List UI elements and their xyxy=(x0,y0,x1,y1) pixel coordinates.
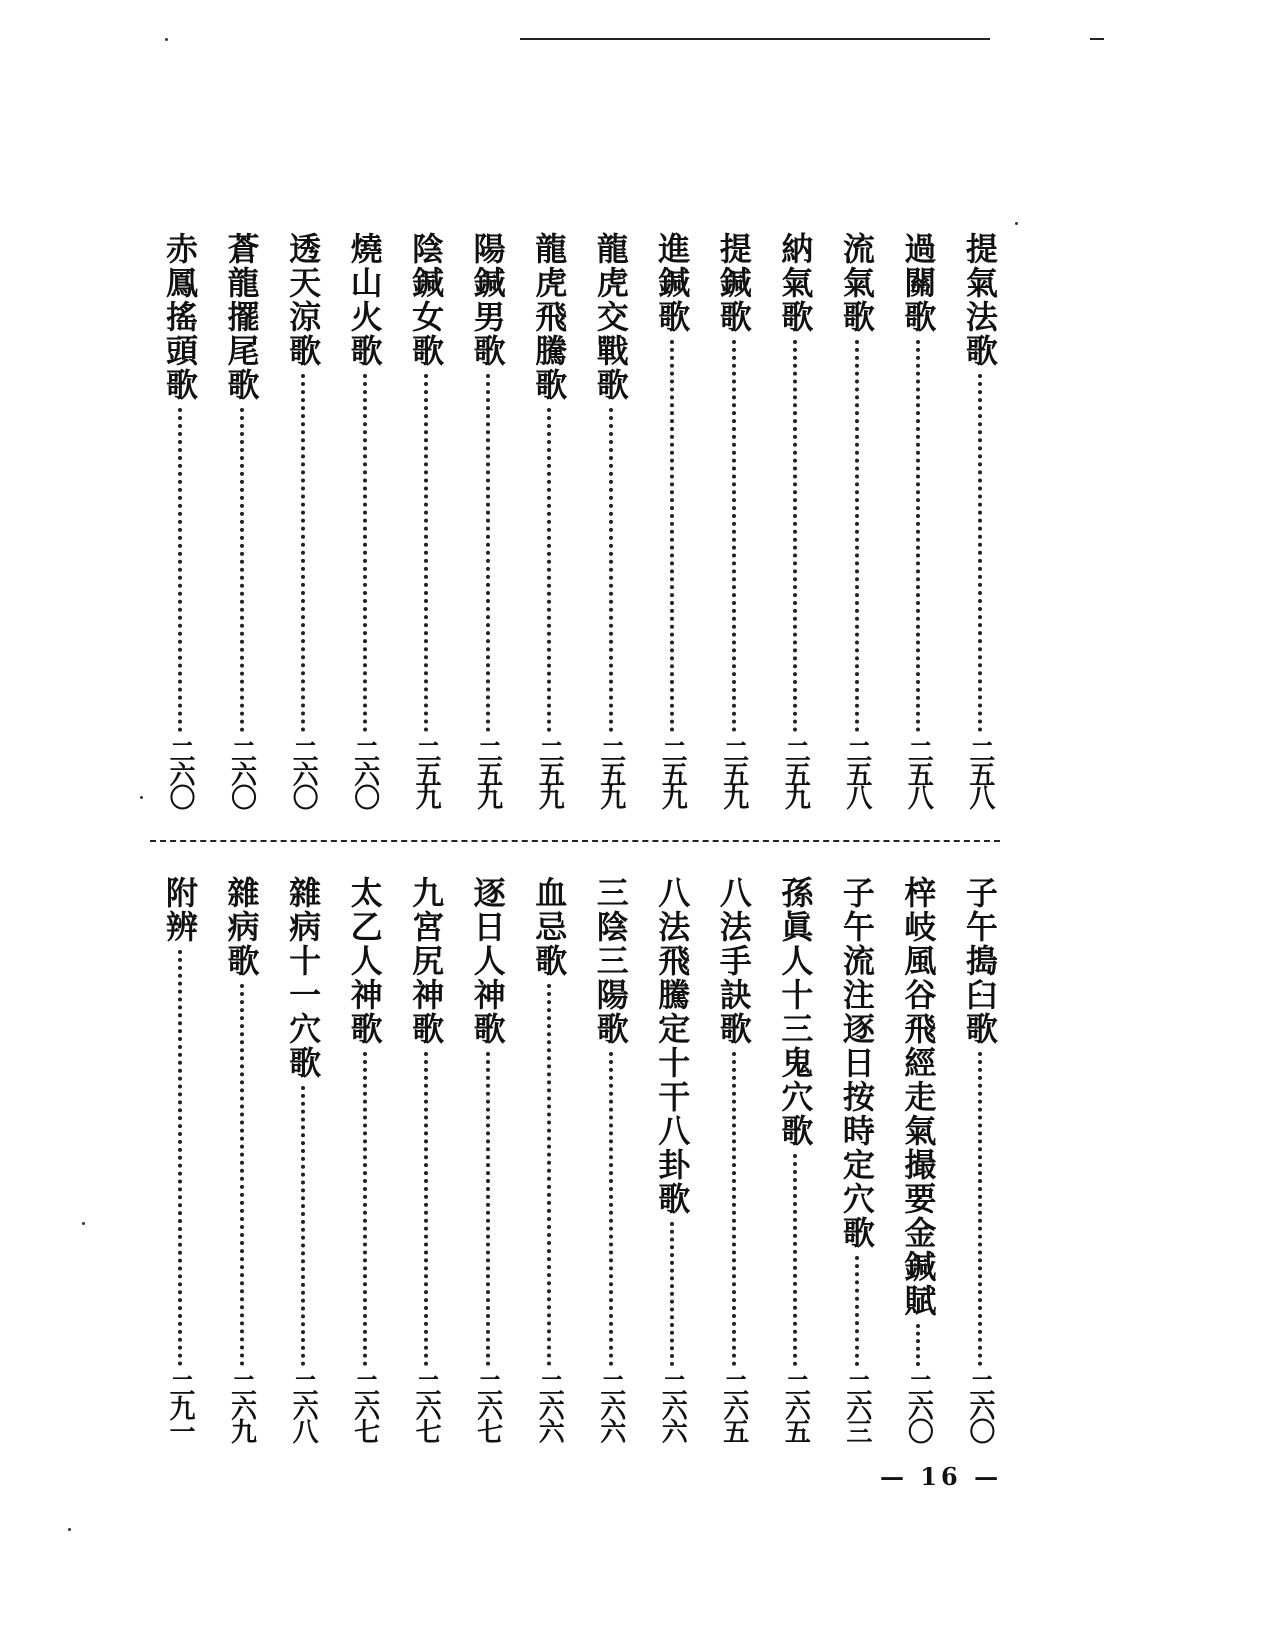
leader-dots xyxy=(301,374,305,732)
scan-speck xyxy=(82,1222,85,1225)
toc-lower-section xyxy=(160,876,1000,1441)
toc-entry-title: 九宮尻神歌 xyxy=(407,876,446,1046)
toc-entry xyxy=(652,232,692,807)
toc-entry-page: 二六〇 xyxy=(288,738,319,807)
top-scan-rule xyxy=(520,38,990,40)
leader-dots xyxy=(793,1154,797,1366)
toc-entry-title: 雜病歌 xyxy=(222,876,261,978)
toc-entry-title: 過關歌 xyxy=(899,232,938,334)
leader-dots xyxy=(670,340,674,732)
leader-dots xyxy=(547,984,551,1366)
toc-entry-title: 血忌歌 xyxy=(530,876,569,978)
toc-entry xyxy=(652,876,692,1441)
toc-entry-page: 二六六 xyxy=(657,1372,688,1441)
toc-entry xyxy=(591,232,631,807)
toc-entry-page: 二五九 xyxy=(718,738,749,807)
toc-entry-page: 二五九 xyxy=(657,738,688,807)
toc-entry xyxy=(160,232,200,807)
toc-entry-page: 二五九 xyxy=(411,738,442,807)
toc-entry xyxy=(591,876,631,1441)
toc-entry-title: 八法手訣歌 xyxy=(714,876,753,1046)
toc-entry-page: 二六三 xyxy=(841,1372,872,1441)
top-scan-dash xyxy=(1090,38,1104,40)
toc-entry-title: 透天涼歌 xyxy=(284,232,323,368)
toc-entry-title: 子午流注逐日按時定穴歌 xyxy=(837,876,876,1250)
toc-entry-page: 二六九 xyxy=(226,1372,257,1441)
leader-dots xyxy=(486,1052,490,1366)
toc-entry xyxy=(529,876,569,1441)
leader-dots xyxy=(855,340,859,732)
leader-dots xyxy=(855,1256,859,1366)
leader-dots xyxy=(609,408,613,732)
toc-entry-page: 二六七 xyxy=(472,1372,503,1441)
section-divider xyxy=(150,840,1000,842)
toc-entry-page: 二五九 xyxy=(472,738,503,807)
toc-entry xyxy=(283,232,323,807)
toc-entry-page: 二五八 xyxy=(903,738,934,807)
toc-entry xyxy=(837,232,877,807)
toc-entry-page: 二九一 xyxy=(165,1372,195,1441)
toc-entry xyxy=(406,232,446,807)
toc-entry-title: 子午搗臼歌 xyxy=(960,876,999,1046)
toc-entry-page: 二六〇 xyxy=(903,1372,934,1441)
toc-entry xyxy=(529,232,569,807)
leader-dots xyxy=(978,1052,982,1366)
toc-entry-page: 二六五 xyxy=(780,1372,811,1441)
toc-entry-title: 提鍼歌 xyxy=(714,232,753,334)
toc-entry xyxy=(898,232,938,807)
leader-dots xyxy=(240,408,244,732)
leader-dots xyxy=(240,984,244,1366)
toc-entry xyxy=(468,232,508,807)
toc-entry xyxy=(775,232,815,807)
leader-dots xyxy=(424,1052,428,1366)
toc-entry-title: 龍虎飛騰歌 xyxy=(530,232,569,402)
toc-entry-title: 進鍼歌 xyxy=(653,232,692,334)
leader-dots xyxy=(793,340,797,732)
toc-entry xyxy=(714,232,754,807)
toc-entry-page: 二六〇 xyxy=(226,738,257,807)
leader-dots xyxy=(609,1052,613,1366)
toc-entry-page: 二五九 xyxy=(595,738,626,807)
leader-dots xyxy=(424,374,428,732)
toc-entry-page: 二六〇 xyxy=(349,738,380,807)
leader-dots xyxy=(178,408,182,732)
toc-entry-title: 流氣歌 xyxy=(837,232,876,334)
scan-speck xyxy=(165,38,168,41)
leader-dots xyxy=(486,374,490,732)
toc-entry-title: 蒼龍擺尾歌 xyxy=(222,232,261,402)
toc-entry xyxy=(345,232,385,807)
leader-dots xyxy=(178,950,182,1366)
toc-entry xyxy=(345,876,385,1441)
toc-entry-page: 二五九 xyxy=(534,738,565,807)
toc-entry xyxy=(960,876,1000,1441)
toc-entry-title: 太乙人神歌 xyxy=(345,876,384,1046)
leader-dots xyxy=(732,340,736,732)
toc-entry-page: 二六〇 xyxy=(964,1372,995,1441)
toc-entry-title: 燒山火歌 xyxy=(345,232,384,368)
toc-entry-title: 三陰三陽歌 xyxy=(591,876,630,1046)
leader-dots xyxy=(363,1052,367,1366)
toc-entry-page: 二六八 xyxy=(288,1372,319,1441)
toc-entry-title: 赤鳳搖頭歌 xyxy=(161,232,199,402)
toc-entry-page: 二五八 xyxy=(964,738,995,807)
toc-entry xyxy=(283,876,323,1441)
toc-entry-page: 二五八 xyxy=(841,738,872,807)
leader-dots xyxy=(363,374,367,732)
toc-entry-page: 二六七 xyxy=(411,1372,442,1441)
toc-entry-page: 二六六 xyxy=(595,1372,626,1441)
toc-entry-page: 二五九 xyxy=(780,738,811,807)
toc-entry-page: 二六〇 xyxy=(165,738,195,807)
toc-entry xyxy=(775,876,815,1441)
leader-dots xyxy=(301,1086,305,1366)
toc-entry-title: 附辨 xyxy=(161,876,199,944)
toc-entry-page: 二六七 xyxy=(349,1372,380,1441)
leader-dots xyxy=(916,1324,920,1366)
toc-entry-title: 逐日人神歌 xyxy=(468,876,507,1046)
scan-speck xyxy=(68,1528,71,1531)
toc-entry xyxy=(222,232,262,807)
toc-entry xyxy=(960,232,1000,807)
toc-entry xyxy=(898,876,938,1441)
toc-entry xyxy=(406,876,446,1441)
leader-dots xyxy=(670,1222,674,1366)
toc-entry-title: 梓岐風谷飛經走氣撮要金鍼賦 xyxy=(899,876,938,1318)
leader-dots xyxy=(978,374,982,732)
toc-entry-page: 二六六 xyxy=(534,1372,565,1441)
leader-dots xyxy=(732,1052,736,1366)
toc-entry xyxy=(160,876,200,1441)
toc-entry-title: 八法飛騰定十干八卦歌 xyxy=(653,876,692,1216)
leader-dots xyxy=(547,408,551,732)
toc-entry-title: 雜病十一穴歌 xyxy=(284,876,323,1080)
toc-entry xyxy=(714,876,754,1441)
toc-entry-title: 陰鍼女歌 xyxy=(407,232,446,368)
page-number: — 16 — xyxy=(880,1462,1003,1491)
toc-entry-title: 龍虎交戰歌 xyxy=(591,232,630,402)
toc-entry-title: 提氣法歌 xyxy=(960,232,999,368)
toc-upper-section xyxy=(160,232,1000,807)
leader-dots xyxy=(916,340,920,732)
scan-speck xyxy=(1015,222,1018,225)
scan-speck xyxy=(140,796,143,799)
toc-entry xyxy=(468,876,508,1441)
toc-entry xyxy=(837,876,877,1441)
toc-entry xyxy=(222,876,262,1441)
toc-entry-title: 陽鍼男歌 xyxy=(468,232,507,368)
toc-entry-page: 二六五 xyxy=(718,1372,749,1441)
toc-entry-title: 孫眞人十三鬼穴歌 xyxy=(776,876,815,1148)
toc-entry-title: 納氣歌 xyxy=(776,232,815,334)
